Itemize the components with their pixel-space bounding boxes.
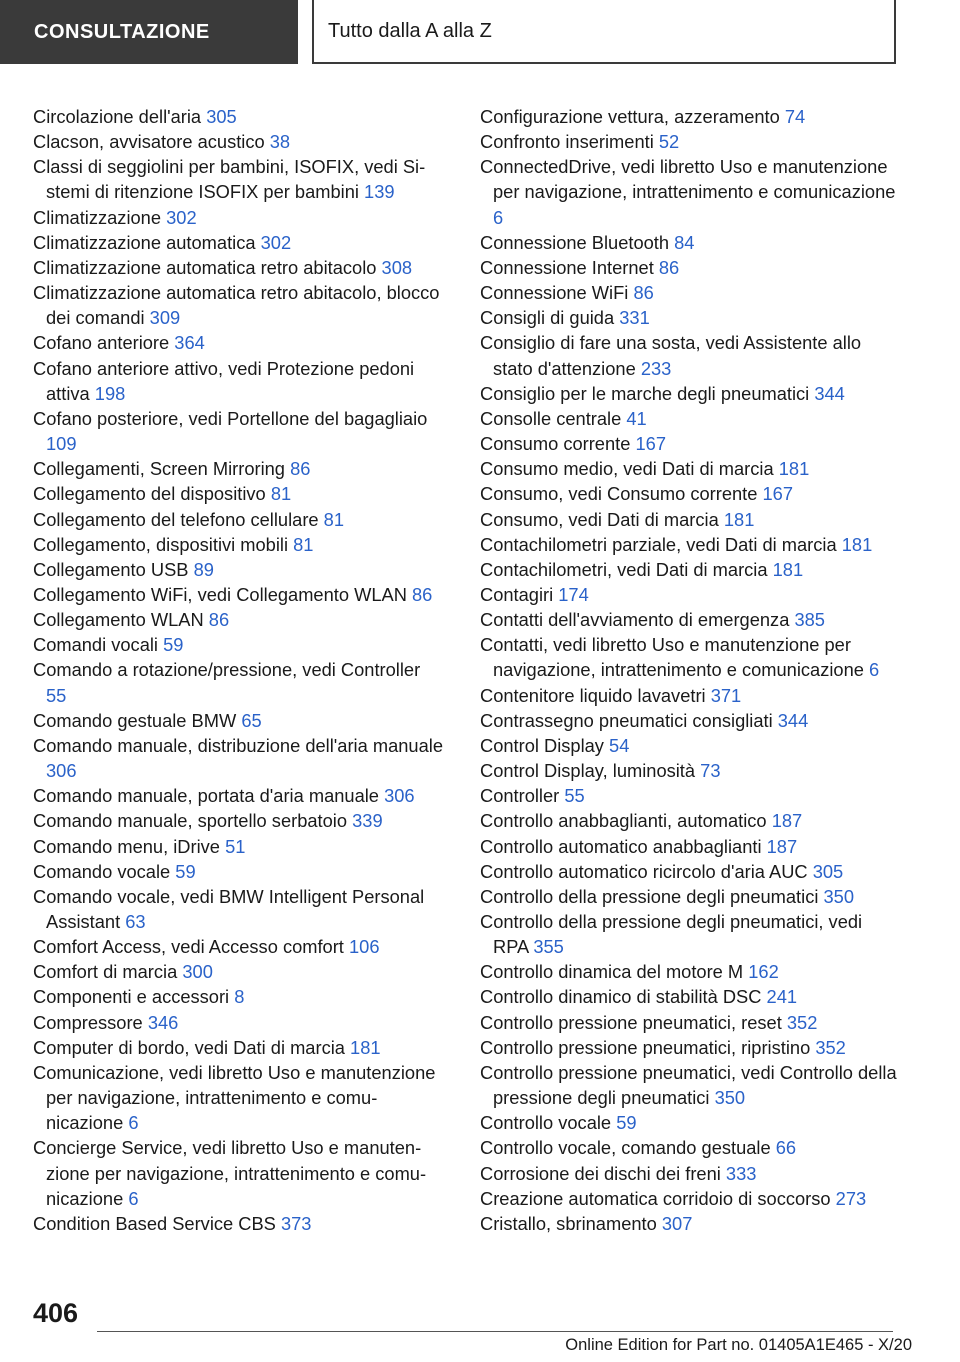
index-entry: [480, 532, 900, 557]
index-entry-text: Componenti e accessori: [33, 986, 230, 1008]
index-entry-text: Collegamento, dispositivi mobili: [33, 533, 289, 555]
index-entry-text: Collegamento WiFi, vedi Collegamento WLAN: [33, 583, 407, 605]
page-reference-link[interactable]: 181: [841, 533, 873, 555]
index-entry-text: Confronto inserimenti: [480, 131, 654, 153]
page-reference-link[interactable]: 364: [174, 332, 205, 354]
index-entry-text: Controllo automatico ricircolo d'aria AUC: [480, 860, 808, 882]
index-entry: [480, 632, 900, 682]
index-entry-text: ConnectedDrive, vedi libretto Uso e manutenzione per navigazione, intrattenimento e comunicazione: [480, 156, 896, 203]
index-entry-text: Contagiri: [480, 583, 554, 605]
page-reference-link[interactable]: 339: [352, 810, 383, 832]
index-entry-text: Connessione WiFi: [480, 282, 629, 304]
page-reference-link[interactable]: 59: [175, 860, 196, 882]
index-entry: [480, 129, 900, 154]
index-entry: [33, 1060, 445, 1135]
page-reference-link[interactable]: 302: [166, 206, 197, 228]
index-entry: [33, 154, 445, 204]
page-reference-link[interactable]: 181: [772, 558, 804, 580]
index-entry: [480, 481, 900, 506]
page-reference-link[interactable]: 306: [384, 785, 415, 807]
index-entry: [33, 783, 445, 808]
index-entry-text: Consolle centrale: [480, 407, 622, 429]
index-entry-text: Comando vocale, vedi BMW Intelligent Personal Assistant: [33, 885, 425, 932]
page-reference-link[interactable]: 86: [658, 256, 680, 278]
index-entry-text: Collegamento del dispositivo: [33, 483, 266, 505]
index-entry: [33, 456, 445, 481]
index-entry: [33, 1035, 445, 1060]
page-reference-link[interactable]: 333: [725, 1162, 757, 1184]
index-entry: [33, 532, 445, 557]
index-entry-text: Classi di seggiolini per bambini, ISOFIX, vedi Sistemi di ritenzione ISOFIX per bambini: [33, 156, 426, 203]
index-entry: [480, 230, 900, 255]
page-reference-link[interactable]: 162: [748, 961, 779, 983]
index-entry: [480, 959, 900, 984]
index-entry-text: Comando manuale, distribuzione dell'aria manuale: [33, 734, 443, 756]
page-number: 406: [33, 1298, 79, 1328]
index-entry: [480, 406, 900, 431]
index-entry-text: Controllo della pressione degli pneumatici, vedi RPA: [480, 911, 863, 958]
page-reference-link[interactable]: 308: [381, 256, 413, 278]
index-entry-text: Comando vocale: [33, 860, 171, 882]
section-tab: CONSULTAZIONE: [0, 0, 298, 64]
index-entry: [480, 984, 900, 1009]
page-reference-link[interactable]: 181: [350, 1036, 381, 1058]
page-reference-link[interactable]: 371: [710, 684, 742, 706]
index-entry: [480, 783, 900, 808]
index-entry: [33, 582, 445, 607]
index-entry: [480, 280, 900, 305]
index-entry-text: Consigli di guida: [480, 307, 615, 329]
index-entry-text: Cofano anteriore: [33, 332, 170, 354]
index-entry: [480, 909, 900, 959]
index-entry-text: Control Display, luminosità: [480, 760, 696, 782]
index-entry: [480, 431, 900, 456]
index-entry-text: Cofano anteriore attivo, vedi Protezione pedoni attiva: [33, 357, 415, 404]
index-entry-text: Consumo medio, vedi Dati di marcia: [480, 458, 774, 480]
index-entry: [480, 507, 900, 532]
index-entry-text: Control Display: [480, 734, 604, 756]
page-reference-link[interactable]: 181: [778, 458, 810, 480]
index-entry-text: Collegamenti, Screen Mirroring: [33, 458, 285, 480]
index-entry: [480, 1211, 900, 1236]
page-reference-link[interactable]: 187: [771, 810, 803, 832]
page-reference-link[interactable]: 306: [46, 760, 77, 782]
index-entry: [480, 758, 900, 783]
index-entry: [33, 1211, 445, 1236]
index-entry-text: Clacson, avvisatore acustico: [33, 131, 265, 153]
page-reference-link[interactable]: 305: [206, 106, 237, 127]
page-reference-link[interactable]: 350: [823, 885, 855, 907]
index-entry-text: Consumo, vedi Dati di marcia: [480, 508, 719, 530]
index-entry-text: Consiglio per le marche degli pneumatici: [480, 382, 810, 404]
index-entry: [33, 607, 445, 632]
index-entry: [480, 330, 900, 380]
index-entry: [33, 934, 445, 959]
index-entry-text: Consumo corrente: [480, 433, 631, 455]
page-reference-link[interactable]: 174: [558, 583, 589, 605]
page-reference-link[interactable]: 373: [280, 1212, 312, 1234]
page-reference-link[interactable]: 41: [626, 407, 647, 429]
page-reference-link[interactable]: 66: [775, 1137, 797, 1159]
page-reference-link[interactable]: 167: [762, 483, 794, 505]
page-reference-link[interactable]: 139: [364, 181, 395, 203]
index-entry: [480, 1135, 900, 1160]
index-entry-text: Controller: [480, 785, 560, 807]
page-reference-link[interactable]: 346: [147, 1011, 179, 1033]
page-reference-link[interactable]: 187: [766, 835, 798, 857]
page-header: [0, 0, 960, 66]
page-reference-link[interactable]: 352: [786, 1011, 818, 1033]
page-reference-link[interactable]: 344: [814, 382, 845, 404]
index-entry-text: Controllo vocale, comando gestuale: [480, 1137, 771, 1159]
index-entry-text: Configurazione vettura, azzeramento: [480, 106, 780, 127]
subsection-tab: Tutto dalla A alla Z: [312, 0, 896, 64]
index-entry: [480, 381, 900, 406]
page-reference-link[interactable]: 89: [193, 558, 214, 580]
index-entry-text: Comunicazione, vedi libretto Uso e manutenzione per navigazione, intrattenimento e comunicazione: [33, 1061, 436, 1134]
page-reference-link[interactable]: 300: [182, 961, 213, 983]
page-reference-link[interactable]: 73: [700, 760, 721, 782]
index-entry-text: Collegamento del telefono cellulare: [33, 508, 319, 530]
index-entry: [480, 305, 900, 330]
index-entry-text: Computer di bordo, vedi Dati di marcia: [33, 1036, 345, 1058]
index-entry: [480, 154, 900, 229]
index-entry-text: Cofano posteriore, vedi Portellone del bagagliaio: [33, 407, 428, 429]
index-entry-text: Comfort di marcia: [33, 961, 178, 983]
index-entry: [480, 1060, 900, 1110]
page-reference-link[interactable]: 54: [609, 734, 630, 756]
index-entry: [33, 280, 445, 330]
index-entry: [33, 1135, 445, 1210]
index-entry: [33, 507, 445, 532]
index-entry: [33, 481, 445, 506]
index-entry: [480, 255, 900, 280]
page-reference-link[interactable]: 38: [269, 131, 291, 153]
index-entry: [480, 1186, 900, 1211]
index-entry: [480, 808, 900, 833]
index-entry-text: Contachilometri parziale, vedi Dati di marcia: [480, 533, 837, 555]
index-entry-text: Comando manuale, portata d'aria manuale: [33, 785, 379, 807]
footer-edition: Online Edition for Part no. 01405A1E465 - X/20: [565, 1336, 912, 1354]
index-entry-text: Comando a rotazione/pressione, vedi Controller: [33, 659, 421, 681]
index-entry-text: Contatti dell'avviamento di emergenza: [480, 609, 790, 631]
index-entry-text: Climatizzazione: [33, 206, 162, 228]
index-entry-text: Contachilometri, vedi Dati di marcia: [480, 558, 768, 580]
index-entry-text: Comando menu, iDrive: [33, 835, 220, 857]
index-entry-text: Controllo pressione pneumatici, vedi Controllo della pressione degli pneumatici: [480, 1061, 897, 1109]
index-entry: [480, 1035, 900, 1060]
index-entry: [480, 733, 900, 758]
index-column-left: [33, 104, 445, 1236]
index-entry-text: Controllo pressione pneumatici, reset: [480, 1011, 782, 1033]
index-entry: [480, 456, 900, 481]
page-reference-link[interactable]: 86: [412, 583, 433, 605]
index-entry: [33, 984, 445, 1009]
page-reference-link[interactable]: 181: [723, 508, 755, 530]
index-entry: [480, 683, 900, 708]
page-reference-link[interactable]: 74: [784, 106, 806, 127]
index-entry-text: Controllo anabbaglianti, automatico: [480, 810, 767, 832]
page-reference-link[interactable]: 385: [794, 609, 825, 631]
page-reference-link[interactable]: 84: [674, 231, 695, 253]
index-entry-text: Controllo automatico anabbaglianti: [480, 835, 762, 857]
page-reference-link[interactable]: 63: [125, 911, 146, 932]
page-reference-link[interactable]: 55: [564, 785, 585, 807]
page-reference-link[interactable]: 6: [128, 1112, 139, 1134]
index-entry: [33, 808, 445, 833]
index-entry: [33, 406, 445, 456]
index-entry: [33, 255, 445, 280]
index-entry-text: Comfort Access, vedi Accesso comfort: [33, 936, 344, 958]
page-reference-link[interactable]: 344: [777, 709, 809, 731]
index-entry-text: Contenitore liquido lavavetri: [480, 684, 706, 706]
page-reference-link[interactable]: 355: [533, 936, 564, 958]
index-entry-text: Contrassegno pneumatici consigliati: [480, 709, 773, 731]
page-reference-link[interactable]: 233: [640, 357, 672, 379]
index-entry-text: Climatizzazione automatica retro abitacolo: [33, 256, 377, 278]
page-reference-link[interactable]: 302: [260, 231, 292, 253]
page-reference-link[interactable]: 81: [270, 483, 292, 505]
index-entry-text: Concierge Service, vedi libretto Uso e manutenzione per navigazione, intrattenimento e comunicazione: [33, 1137, 427, 1209]
index-entry-text: Climatizzazione automatica: [33, 231, 256, 253]
index-entry-text: Corrosione dei dischi dei freni: [480, 1162, 721, 1184]
page-reference-link[interactable]: 51: [225, 835, 246, 857]
page-reference-link[interactable]: 305: [812, 860, 844, 882]
index-entry-text: Connessione Internet: [480, 256, 654, 278]
index-entry: [33, 959, 445, 984]
index-entry-text: Controllo pressione pneumatici, ripristino: [480, 1036, 811, 1058]
page-reference-link[interactable]: 6: [493, 206, 504, 228]
index-entry: [33, 657, 445, 707]
page-reference-link[interactable]: 59: [163, 634, 184, 656]
page-reference-link[interactable]: 6: [869, 659, 880, 681]
page-reference-link[interactable]: 59: [616, 1112, 637, 1134]
index-entry: [480, 708, 900, 733]
index-entry-text: Cristallo, sbrinamento: [480, 1212, 657, 1234]
index-entry-text: Collegamento WLAN: [33, 609, 204, 631]
index-entry-text: Creazione automatica corridoio di soccorso: [480, 1187, 831, 1209]
index-entry: [480, 1010, 900, 1035]
index-entry: [480, 884, 900, 909]
index-entry: [480, 104, 900, 129]
page-reference-link[interactable]: 352: [815, 1036, 846, 1058]
index-entry-text: Consiglio di fare una sosta, vedi Assistente allo stato d'attenzione: [480, 332, 862, 379]
index-entry: [33, 205, 445, 230]
page-reference-link[interactable]: 86: [208, 609, 230, 631]
index-entry-text: Circolazione dell'aria: [33, 106, 202, 127]
page-reference-link[interactable]: 86: [290, 458, 311, 480]
index-entry: [33, 733, 445, 783]
index-entry: [480, 557, 900, 582]
page-reference-link[interactable]: 307: [661, 1212, 693, 1234]
index-entry: [480, 1161, 900, 1186]
index-entry: [33, 230, 445, 255]
index-entry-text: Condition Based Service CBS: [33, 1212, 276, 1234]
page-reference-link[interactable]: 167: [635, 433, 666, 455]
index-entry-text: Controllo dinamico di stabilità DSC: [480, 986, 762, 1008]
index-entry: [480, 607, 900, 632]
page-reference-link[interactable]: 309: [149, 307, 181, 329]
index-entry: [480, 859, 900, 884]
index-entry: [480, 1110, 900, 1135]
index-column-right: [480, 104, 900, 1236]
page-reference-link[interactable]: 65: [241, 709, 262, 731]
index-entry: [33, 356, 445, 406]
page-reference-link[interactable]: 109: [46, 433, 77, 455]
page-reference-link[interactable]: 81: [293, 533, 314, 555]
index-entry: [33, 884, 445, 934]
index-entry-text: Consumo, vedi Consumo corrente: [480, 483, 758, 505]
page-reference-link[interactable]: 55: [46, 684, 67, 706]
index-entry-text: Controllo dinamica del motore M: [480, 961, 744, 983]
index-entry: [480, 582, 900, 607]
page-reference-link[interactable]: 331: [619, 307, 650, 329]
index-entry-text: Climatizzazione automatica retro abitacolo, blocco dei comandi: [33, 282, 440, 329]
index-entry-text: Controllo vocale: [480, 1112, 612, 1134]
page-reference-link[interactable]: 81: [323, 508, 345, 530]
index-entry: [33, 104, 445, 129]
index-entry-text: Contatti, vedi libretto Uso e manutenzione per navigazione, intrattenimento e comunicazione: [480, 634, 864, 681]
page-reference-link[interactable]: 106: [348, 936, 380, 958]
page-reference-link[interactable]: 241: [766, 986, 798, 1008]
page-reference-link[interactable]: 273: [835, 1187, 867, 1209]
page-reference-link[interactable]: 198: [94, 382, 126, 404]
footer-divider: [97, 1331, 893, 1332]
page-reference-link[interactable]: 52: [658, 131, 680, 153]
page-reference-link[interactable]: 350: [714, 1087, 746, 1109]
page-reference-link[interactable]: 6: [128, 1187, 139, 1209]
index-entry-text: Connessione Bluetooth: [480, 231, 670, 253]
index-entry-text: Controllo della pressione degli pneumatici: [480, 885, 819, 907]
index-entry: [480, 834, 900, 859]
index-entry: [33, 632, 445, 657]
index-entry: [33, 834, 445, 859]
page-reference-link[interactable]: 86: [633, 282, 654, 304]
index-entry: [33, 859, 445, 884]
index-entry: [33, 1010, 445, 1035]
page-reference-link[interactable]: 8: [234, 986, 245, 1008]
index-entry-text: Collegamento USB: [33, 558, 189, 580]
index-entry-text: Compressore: [33, 1011, 143, 1033]
index-entry-text: Comandi vocali: [33, 634, 158, 656]
index-entry: [33, 330, 445, 355]
index-entry-text: Comando gestuale BMW: [33, 709, 237, 731]
index-entry: [33, 708, 445, 733]
index-entry: [33, 557, 445, 582]
index-entry-text: Comando manuale, sportello serbatoio: [33, 810, 348, 832]
index-entry: [33, 129, 445, 154]
